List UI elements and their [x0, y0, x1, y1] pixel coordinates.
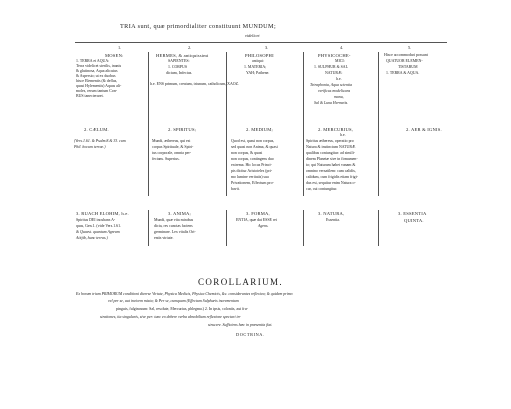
- medium-line-5: extrema. Hic locus Princi-: [231, 163, 272, 167]
- col-number-4: 4.: [340, 45, 344, 50]
- corollarium-line-3: pinguis, fulginosum: Sal, resolute, Mercurius, phlegma.) 2. In ipsis, coloniis, aut fru-: [116, 307, 248, 311]
- col-number-2: 2.: [188, 45, 192, 50]
- physicochemici-head: PHYSICOCHE-: [318, 53, 351, 58]
- corollarium-line-2: vel per se, aut invicem mixta; & Per se, cumquam (Effectum Sulphuris incrementum: [108, 299, 239, 303]
- spiritus-line-2: corpus Spirituale, & Spiri-: [152, 145, 194, 149]
- moses-line-4: & Aspersio; ut ex duobus: [76, 74, 116, 78]
- mercurius-line-6: to; qui Naturam habet vanam &: [306, 163, 356, 167]
- mercurius-line-1: h.e.: [340, 133, 346, 137]
- caelum-head: 2. CÆLUM.: [84, 127, 109, 132]
- ruach-line-1: Spiritus DEI incubans A-: [76, 218, 116, 222]
- quatuor-head: Hisce accommodari possunt: [384, 53, 428, 57]
- spiritus-head: 2. SPIRITUS;: [168, 127, 197, 132]
- forma-line-1: ENTIA, quæ dat ESSE rei: [236, 218, 277, 222]
- spiritus-line-1: Mundi, æthereus, qui est: [152, 139, 191, 143]
- corollarium-line-1: Ex horum trium PRIMORUM conditioni diverse Virtute, Physica Medicis, Physica Chemicis, &c. considerantes reflexiva; & quidem primo: [76, 292, 293, 296]
- hermes-head: HERMES, & antiquissimi: [156, 53, 209, 58]
- medium-line-8: Privationem, Effectum pro-: [231, 181, 274, 185]
- anima-line-2: dicta, res cunctas faciens: [154, 224, 193, 228]
- forma-line-2: Agens.: [258, 224, 269, 228]
- mercurius-line-2: Spiritus æthereus, operatio pro: [306, 139, 354, 143]
- quatuor-line-3: 1. TERRA & AQUA.: [386, 71, 420, 75]
- physicochemici-line-7: manu,: [334, 95, 344, 99]
- hermes-line-3: dictum, Infectus.: [166, 71, 193, 75]
- ruach-line-3: & Quaest. quantum Agream: [76, 230, 120, 234]
- spiritus-line-3: tus corporale, omnia per-: [152, 151, 192, 155]
- quatuor-line-1: QUATUOR ELEMEN-: [386, 59, 423, 63]
- row3-divider-4: [378, 210, 379, 246]
- ruach-head: 3. RUACH ELOHIM, h.e.: [76, 211, 129, 216]
- moses-head: MOSEN:: [105, 53, 124, 58]
- row2-divider-2: [226, 126, 227, 196]
- anima-line-3: germinare. Lex vitalis Ori-: [154, 230, 196, 234]
- medium-line-7: mo lumine veritatis) sua: [231, 175, 269, 179]
- caelum-line-2: Phil. hocum terrae.): [74, 145, 106, 149]
- quinta-head: 3. ESSENTIA: [398, 211, 427, 216]
- row3-divider-3: [303, 210, 304, 246]
- medium-line-4: non corpus, contingens duo: [231, 157, 274, 161]
- philosophi-line-2: 1. MATERIA;: [244, 65, 267, 69]
- physicochemici-line-2: 1. SULPHUR & SAL: [314, 65, 348, 69]
- ruach-line-4: Aiitjib, hunc terras.): [76, 236, 108, 240]
- natura-line-1: Essentia.: [326, 218, 340, 222]
- medium-line-2: sed quasi non Anima, & quasi: [231, 145, 278, 149]
- row2-divider-4: [378, 126, 379, 196]
- table-subtitle: videlicet: [245, 33, 260, 38]
- hermes-line-1: SAPIENTES:: [168, 59, 190, 63]
- moses-line-8: BUS tanecteraret.: [76, 94, 104, 98]
- anima-line-4: entis virtute.: [154, 236, 174, 240]
- quinta-line-1: QUINTA.: [404, 218, 424, 223]
- caelum-line-1: (Vers.1.61. & Psalm.8.& 33. cum: [74, 139, 126, 143]
- col-number-1: 1.: [118, 45, 122, 50]
- top-brace-line: [75, 42, 447, 43]
- col-number-5: 5.: [408, 45, 412, 50]
- moses-line-6: quasi Hylementis) Aquas ali-: [76, 84, 122, 88]
- natura-head: 3. NATURA,: [318, 211, 345, 216]
- table-title: TRIA sunt, quæ primordialiter constituunt MUNDUM;: [120, 23, 277, 30]
- moses-line-7: moles, rerum tantum Con-: [76, 89, 118, 93]
- row2-divider-1: [148, 126, 149, 196]
- physicochemici-line-5: Tetraphonia, Aqua scientia: [310, 83, 353, 87]
- medium-line-3: non corpus, & quasi: [231, 151, 263, 155]
- col-number-3: 3.: [265, 45, 269, 50]
- hermes-line-2: 1. CORPUS: [168, 65, 188, 69]
- physicochemici-line-4: h.e.: [336, 77, 342, 81]
- philosophi-line-1: antiqui:: [252, 59, 264, 63]
- quatuor-line-2: TISTARUM: [398, 65, 418, 69]
- physicochemici-line-3: NATURÆ:: [325, 71, 343, 75]
- corollarium-line-4: strationes, ita singularis, sive per: tunc eo debere verba abnobilium reflexione spectari in-: [100, 315, 241, 319]
- moses-line-1: 1. TERRA et AQUA:: [76, 59, 110, 63]
- corollarium-line-6: DOCTRINA.: [236, 332, 265, 337]
- mercurius-line-10: cur, cui coniungitur.: [306, 187, 338, 191]
- philosophi-head: PHILOSOPHI: [245, 53, 274, 58]
- ruach-line-2: quas, Gen.1. (vide Vers.1.61.: [76, 224, 121, 228]
- mercurius-line-7: omnino versatilem: cum calidis,: [306, 169, 356, 173]
- mercurius-line-9: dus est, sequitur enim Natura o-: [306, 181, 356, 185]
- row2-divider-3: [303, 126, 304, 196]
- medium-line-1: Quod est, quasi non corpus,: [231, 139, 275, 143]
- medium-line-6: pis dicitur Aristoteles (pri-: [231, 169, 273, 173]
- mercurius-line-4: qualibus coniungitur: ad simili-: [306, 151, 355, 155]
- mercurius-line-8: calidum, cum frigidis etiam frigi-: [306, 175, 358, 179]
- spiritus-line-4: fectans. Superius.: [152, 157, 180, 161]
- physicochemici-line-6: verificus modelicans: [318, 89, 351, 93]
- corollarium-title: COROLLARIUM.: [198, 277, 284, 287]
- medium-head: 2. MEDIUM;: [246, 127, 274, 132]
- mercurius-line-3: Natura & instinctum NATURÆ: [306, 145, 356, 149]
- physicochemici-line-1: MICI:: [335, 59, 345, 63]
- mercurius-head: 2. MERCURIUS,: [318, 127, 354, 132]
- mercurius-line-5: dinem Planetæ sive in firmamen-: [306, 157, 358, 161]
- philosophi-line-3: YAH; Pathene.: [246, 71, 270, 75]
- moses-line-5: hisce Elementis (& deflus,: [76, 79, 118, 83]
- moses-line-2: Terra videlicet sterilis, inanis: [76, 64, 122, 68]
- anima-line-1: Mundi, quæ vita mirabus: [154, 218, 194, 222]
- forma-head: 3. FORMA,: [246, 211, 270, 216]
- physicochemici-line-8: Sal & Luna Hermetis.: [314, 101, 349, 105]
- ens-primum-note: h.e. ENS primum, creatum, triunum, catholicum, XAOZ.: [150, 82, 239, 86]
- row3-divider-1: [148, 210, 149, 246]
- anima-head: 3. ANIMA;: [168, 211, 191, 216]
- row3-divider-2: [226, 210, 227, 246]
- medium-line-9: bavit.: [231, 187, 240, 191]
- corollarium-line-5: strucere. Sufficiens hæc in præsentia fiat.: [208, 323, 273, 327]
- aer-head: 2. AER & IGNIS.: [406, 127, 442, 132]
- moses-line-3: & glutinosa, Aqua alicuius: [76, 69, 118, 73]
